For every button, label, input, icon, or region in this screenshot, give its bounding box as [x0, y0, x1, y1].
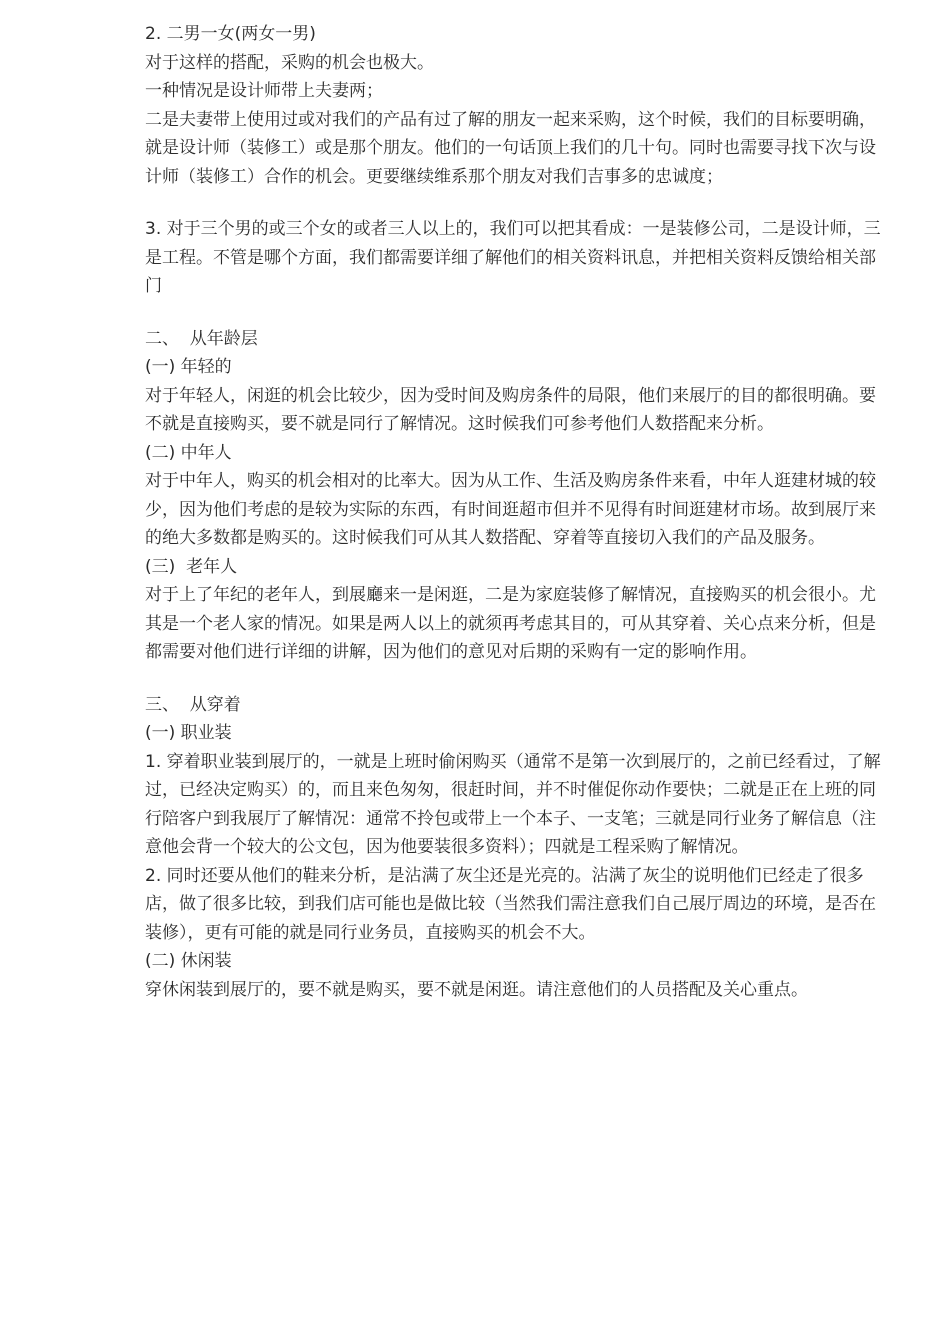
paragraph: 二是夫妻带上使用过或对我们的产品有过了解的朋友一起来采购，这个时候，我们的目标要明确，就是设计师（装修工）或是那个朋友。他们的一句话顶上我们的几十句。同时也需要寻找下次与设计师（装修工）合作的机会。更要继续维系那个朋友对我们吉事多的忠诚度；: [145, 109, 876, 187]
paragraph: 1. 穿着职业装到展厅的，一就是上班时偷闲购买（通常不是第一次到展厅的，之前已经看过，了解过，已经决定购买）的，而且来色匆匆，很赶时间，并不时催促你动作要快；二就是正在上班的同行陪客户到我展厅了解情况：通常不拎包或带上一个本子、一支笔；三就是同行业务了解信息（注意他会背一个较大的公文包，因为他要装很多资料）；四就是工程采购了解情况。: [145, 751, 881, 857]
paragraph-spacer: [145, 191, 885, 215]
paragraph: 对于这样的搭配，采购的机会也极大。: [145, 52, 434, 73]
section-heading-clothing: 三、 从穿着: [145, 694, 241, 715]
subheading-young: (一) 年轻的: [145, 357, 232, 377]
paragraph-spacer: [145, 667, 885, 691]
paragraph: 对于上了年纪的老年人，到展廳来一是闲逛，二是为家庭装修了解情况，直接购买的机会很小。尤其是一个老人家的情况。如果是两人以上的就须再考虑其目的，可从其穿着、关心点来分析，但是都需要对他们进行详细的讲解，因为他们的意见对后期的采购有一定的影响作用。: [145, 585, 876, 662]
subheading-elderly: (三) 老年人: [145, 556, 238, 577]
paragraph: 2. 同时还要从他们的鞋来分析，是沾满了灰尘还是光亮的。沾满了灰尘的说明他们已经走了很多店，做了很多比较，到我们店可能也是做比较（当然我们需注意我们自己展厅周边的环境，是否在装修），更有可能的就是同行业务员，直接购买的机会不大。: [145, 865, 876, 943]
subheading-casual-wear: (二) 休闲装: [145, 951, 232, 971]
section-heading-age: 二、 从年龄层: [145, 328, 258, 349]
paragraph-item-3: 3. 对于三个男的或三个女的或者三人以上的，我们可以把其看成：一是装修公司，二是设计师，三是工程。不管是哪个方面，我们都需要详细了解他们的相关资料讯息，并把相关资料反馈给相关部门: [145, 219, 881, 296]
paragraph-spacer: [145, 301, 885, 325]
paragraph: 一种情况是设计师带上夫妻两；: [145, 81, 383, 101]
paragraph: 对于中年人，购买的机会相对的比率大。因为从工作、生活及购房条件来看，中年人逛建材城的较少，因为他们考虑的是较为实际的东西，有时间逛超市但并不见得有时间逛建材市场。故到展厅来的绝大多数都是购买的。这时候我们可从其人数搭配、穿着等直接切入我们的产品及服务。: [145, 471, 876, 548]
heading-item-2-two-men-one-woman: 2. 二男一女(两女一男): [145, 24, 316, 44]
subheading-middle-aged: (二) 中年人: [145, 442, 232, 463]
document-page: [145, 20, 885, 1004]
subheading-professional-wear: (一) 职业装: [145, 723, 232, 743]
paragraph: 对于年轻人，闲逛的机会比较少，因为受时间及购房条件的局限，他们来展厅的目的都很明确。要不就是直接购买，要不就是同行了解情况。这时候我们可参考他们人数搭配来分析。: [145, 385, 876, 434]
paragraph: 穿休闲装到展厅的，要不就是购买，要不就是闲逛。请注意他们的人员搭配及关心重点。: [145, 979, 808, 1000]
